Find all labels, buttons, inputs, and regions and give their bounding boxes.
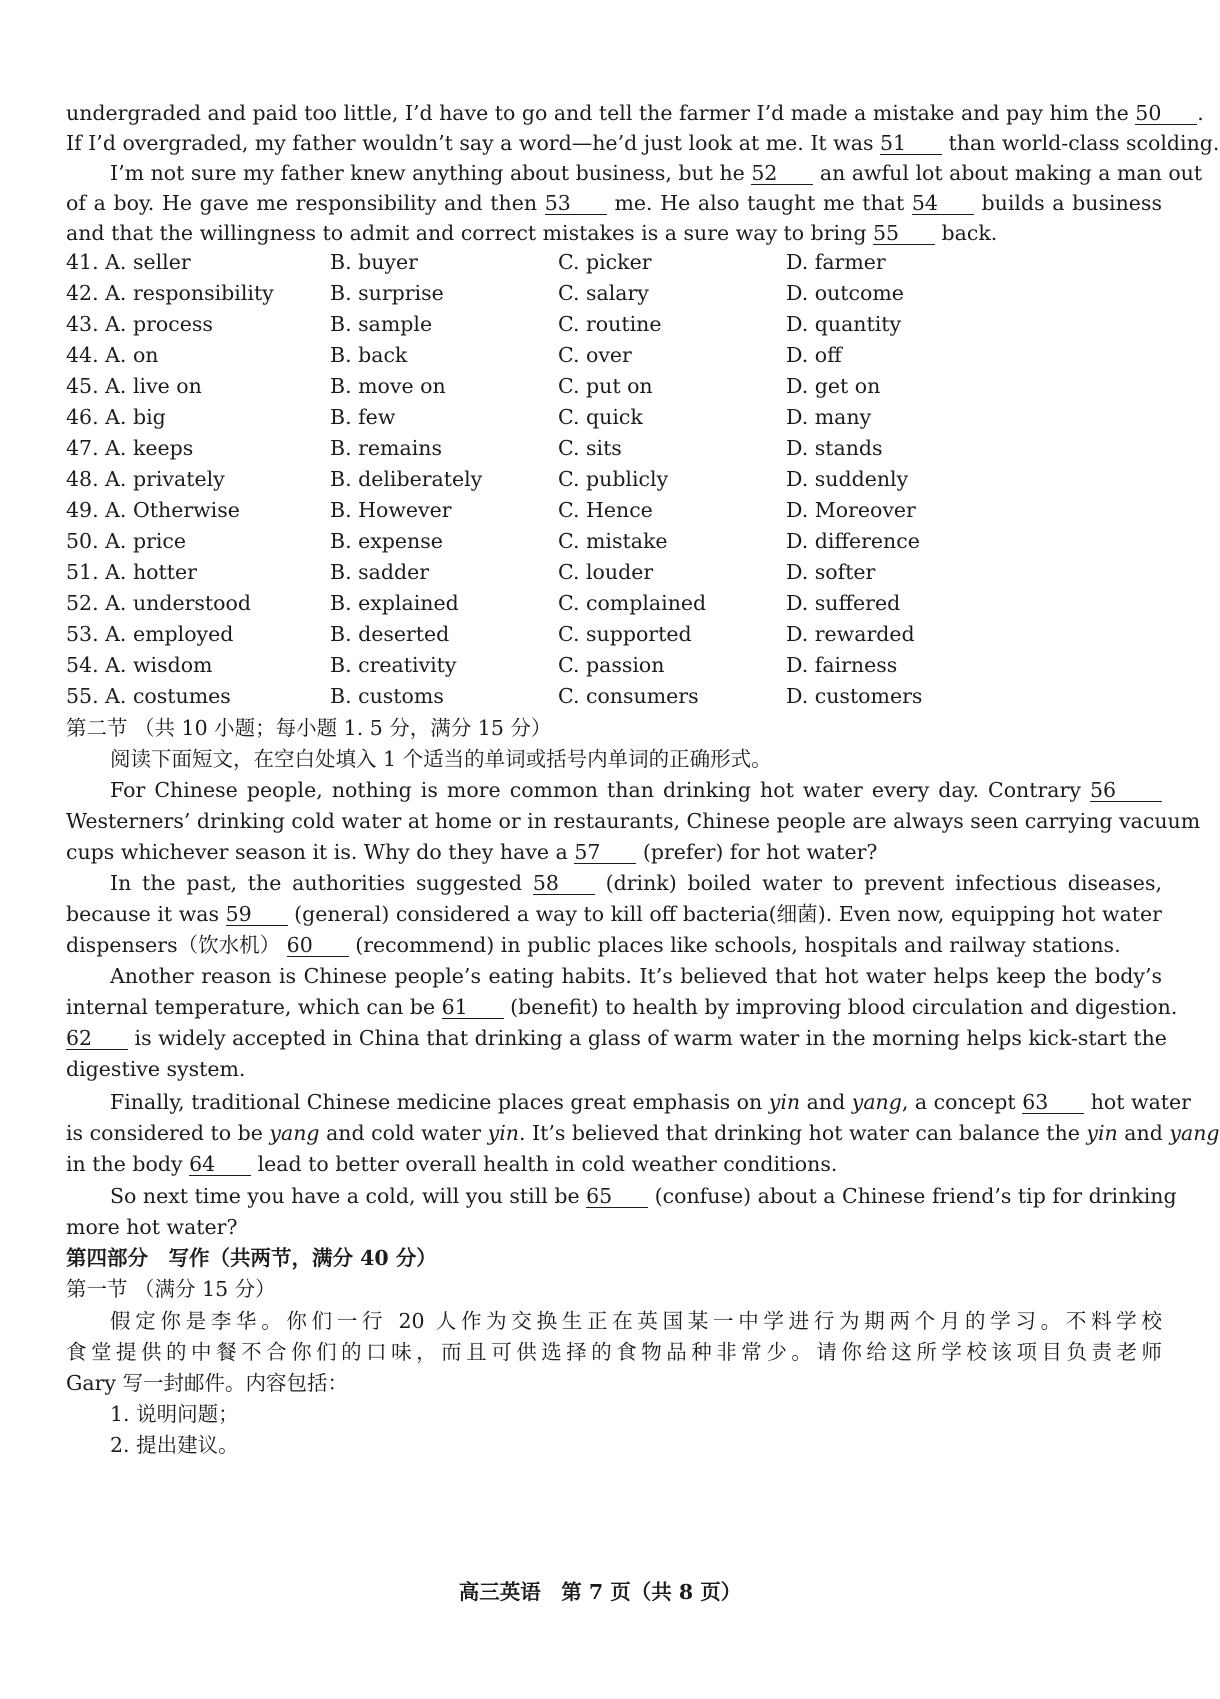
passage-text: of a boy. He gave me responsibility and then [66,191,538,215]
option-c: C. salary [558,281,649,305]
option-row [66,464,1162,495]
blank-50: 50 [1135,102,1197,125]
passage-line [110,868,1162,898]
option-d: D. quantity [786,312,902,336]
passage-text: yang [1169,1121,1220,1145]
passage-line [110,1087,1191,1117]
option-b: B. However [330,498,452,522]
option-c: C. put on [558,374,653,398]
passage-line [66,899,1162,929]
blank-64: 64 [189,1153,251,1176]
task-item: 2. 提出建议。 [110,1433,239,1457]
passage-text: Finally, traditional Chinese medicine places great emphasis on [110,1090,763,1114]
option-b: B. expense [330,529,443,553]
option-a: 48. A. privately [66,467,225,491]
option-c: C. quick [558,405,643,429]
option-c: C. Hence [558,498,653,522]
page-footer: 高三英语 第 7 页（共 8 页） [458,1580,742,1604]
option-a: 55. A. costumes [66,684,231,708]
passage-line: Another reason is Chinese people’s eating habits. It’s believed that hot water helps keep the body’s [110,964,1162,988]
option-a: 45. A. live on [66,374,202,398]
blank-63: 63 [1022,1091,1084,1114]
passage-line: Westerners’ drinking cold water at home or in restaurants, Chinese people are always seen carrying vacuum [66,809,1201,833]
option-c: C. publicly [558,467,669,491]
option-b: B. sadder [330,560,430,584]
task-line: Gary 写一封邮件。内容包括： [66,1371,348,1395]
passage-text: dispensers（饮水机） [66,933,281,957]
option-d: D. many [786,405,872,429]
option-d: D. farmer [786,250,886,274]
passage-text: and that the willingness to admit and correct mistakes is a sure way to bring [66,221,867,245]
option-c: C. sits [558,436,622,460]
passage-text: is considered to be [66,1121,263,1145]
blank-62: 62 [66,1027,128,1050]
option-row [66,619,1162,650]
blank-57: 57 [574,841,636,864]
blank-60: 60 [287,934,349,957]
passage-line [66,1023,1167,1053]
task-line: 食堂提供的中餐不合你们的口味，而且可供选择的食物品种非常少。请你给这所学校该项目负责老师 [66,1340,1162,1364]
passage-text: yin [1086,1121,1118,1145]
option-d: D. stands [786,436,883,460]
option-c: C. over [558,343,632,367]
option-row [66,526,1162,557]
passage-line [66,837,1162,867]
option-row [66,340,1162,371]
option-d: D. Moreover [786,498,916,522]
section-heading: 第二节 （共 10 小题；每小题 1. 5 分，满分 15 分） [66,716,552,740]
passage-text: and [1124,1121,1163,1145]
blank-65: 65 [586,1185,648,1208]
passage-text: . [1197,101,1204,125]
option-a: 54. A. wisdom [66,653,213,677]
option-b: B. deserted [330,622,450,646]
passage-text: yang [269,1121,320,1145]
option-d: D. suddenly [786,467,909,491]
passage-text: (general) considered a way to kill off bacteria(细菌). Even now, equipping hot water [294,902,1162,926]
blank-52: 52 [751,162,813,185]
option-a: 52. A. understood [66,591,251,615]
option-row [66,247,1162,278]
option-b: B. back [330,343,408,367]
passage-text: an awful lot about making a man out [819,161,1203,185]
option-c: C. supported [558,622,692,646]
option-row [66,557,1162,588]
option-a: 49. A. Otherwise [66,498,240,522]
option-a: 46. A. big [66,405,166,429]
option-b: B. deliberately [330,467,483,491]
passage-text: cups whichever season it is. Why do they have a [66,840,568,864]
option-a: 43. A. process [66,312,213,336]
option-d: D. off [786,343,842,367]
passage-line: more hot water? [66,1215,238,1239]
option-b: B. creativity [330,653,457,677]
passage-text: (benefit) to health by improving blood circulation and digestion. [510,995,1178,1019]
option-c: C. passion [558,653,665,677]
passage-text: I’m not sure my father knew anything about business, but he [110,161,745,185]
option-c: C. louder [558,560,654,584]
option-row [66,278,1162,309]
option-row [66,371,1162,402]
option-b: B. explained [330,591,459,615]
passage-text: For Chinese people, nothing is more common than drinking hot water every day. Contrary [110,778,1081,802]
option-b: B. customs [330,684,444,708]
option-row [66,588,1162,619]
passage-text: (prefer) for hot water? [642,840,878,864]
passage-text: yin [487,1121,519,1145]
option-d: D. outcome [786,281,904,305]
option-c: C. complained [558,591,707,615]
option-row [66,433,1162,464]
passage-text: (drink) boiled water to prevent infectious diseases, [605,871,1162,895]
option-a: 51. A. hotter [66,560,197,584]
passage-text: than world-class scolding. [948,131,1220,155]
option-b: B. buyer [330,250,418,274]
option-row [66,402,1162,433]
passage-line [66,218,1162,248]
option-d: D. get on [786,374,881,398]
passage-text: yang [851,1090,902,1114]
option-a: 50. A. price [66,529,187,553]
option-a: 47. A. keeps [66,436,194,460]
passage-text: because it was [66,902,220,926]
passage-text: . It’s believed that drinking hot water can balance the [518,1121,1080,1145]
option-d: D. softer [786,560,876,584]
passage-text: (confuse) about a Chinese friend’s tip for drinking [654,1184,1177,1208]
option-d: D. rewarded [786,622,915,646]
passage-line [110,1181,1177,1211]
option-row [66,650,1162,681]
section-heading: 第一节 （满分 15 分） [66,1277,276,1301]
option-d: D. customers [786,684,923,708]
passage-line [66,98,1204,128]
option-c: C. consumers [558,684,699,708]
option-b: B. sample [330,312,433,336]
option-b: B. remains [330,436,442,460]
blank-54: 54 [912,192,974,215]
option-b: B. few [330,405,396,429]
passage-text: yin [768,1090,801,1114]
passage-text: So next time you have a cold, will you still be [110,1184,580,1208]
passage-text: hot water [1090,1090,1191,1114]
passage-line [66,128,1220,158]
task-item: 1. 说明问题； [110,1402,239,1426]
passage-text: is widely accepted in China that drinking a glass of warm water in the morning helps kick-start the [134,1026,1167,1050]
option-d: D. difference [786,529,920,553]
option-d: D. suffered [786,591,901,615]
instruction: 阅读下面短文，在空白处填入 1 个适当的单词或括号内单词的正确形式。 [110,747,772,771]
passage-line [66,930,1162,960]
option-row [66,309,1162,340]
blank-59: 59 [226,903,288,926]
part-heading: 第四部分 写作（共两节，满分 40 分） [66,1246,437,1270]
passage-line [66,188,1162,218]
passage-text: undergraded and paid too little, I’d have to go and tell the farmer I’d made a mistake and pay him the [66,101,1129,125]
option-c: C. routine [558,312,662,336]
option-c: C. picker [558,250,652,274]
blank-61: 61 [442,996,504,1019]
passage-text: , a concept [901,1090,1016,1114]
passage-text: in the body [66,1152,183,1176]
blank-56: 56 [1090,779,1162,802]
passage-text: back. [941,221,998,245]
passage-line [66,992,1178,1022]
blank-55: 55 [873,222,935,245]
option-a: 41. A. seller [66,250,191,274]
option-row [66,681,1162,712]
passage-text: and [806,1090,846,1114]
blank-53: 53 [545,192,607,215]
blank-51: 51 [880,132,942,155]
option-b: B. move on [330,374,446,398]
passage-text: lead to better overall health in cold weather conditions. [257,1152,838,1176]
option-b: B. surprise [330,281,444,305]
passage-line [66,1149,1162,1179]
option-d: D. fairness [786,653,898,677]
passage-line [110,775,1162,805]
passage-text: builds a business [981,191,1162,215]
passage-line [110,158,1203,188]
passage-text: (recommend) in public places like schools, hospitals and railway stations. [355,933,1121,957]
task-line: 假定你是李华。你们一行 20 人作为交换生正在英国某一中学进行为期两个月的学习。不料学校 [110,1309,1162,1333]
passage-line [66,1118,1220,1148]
passage-text: and cold water [326,1121,482,1145]
option-a: 44. A. on [66,343,159,367]
passage-text: In the past, the authorities suggested [110,871,523,895]
passage-text: me. He also taught me that [614,191,905,215]
option-a: 42. A. responsibility [66,281,274,305]
passage-text: If I’d overgraded, my father wouldn’t say a word—he’d just look at me. It was [66,131,874,155]
option-row [66,495,1162,526]
option-c: C. mistake [558,529,668,553]
option-a: 53. A. employed [66,622,234,646]
blank-58: 58 [533,872,595,895]
passage-line: digestive system. [66,1057,246,1081]
passage-text: internal temperature, which can be [66,995,436,1019]
